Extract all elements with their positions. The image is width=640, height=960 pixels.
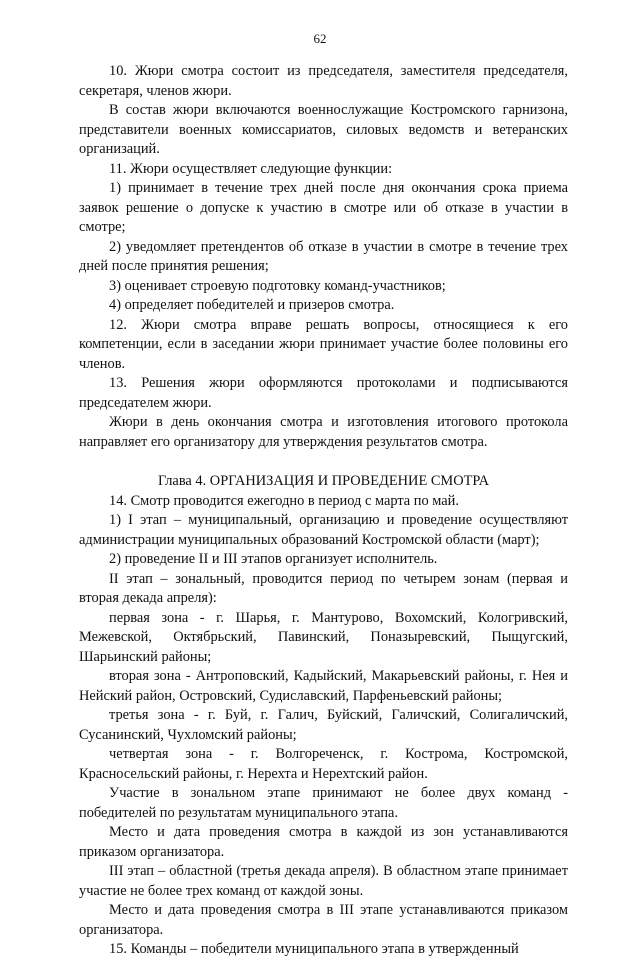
paragraph: 2) уведомляет претендентов об отказе в участии в смотре в течение трех дней после принятия решения;	[79, 238, 568, 274]
paragraph: 4) определяет победителей и призеров смотра.	[109, 297, 395, 313]
paragraph: 14. Смотр проводится ежегодно в период с марта по май.	[109, 492, 459, 509]
paragraph: III этап – областной (третья декада апреля). В областном этапе принимает участие не более трех команд от каждой зоны.	[79, 863, 568, 899]
paragraph: третья зона - г. Буй, г. Галич, Буйский, Галичский, Солигаличский, Сусанинский, Чухломский районы;	[79, 707, 568, 743]
paragraph: первая зона - г. Шарья, г. Мантурово, Вохомский, Кологривский, Межевской, Октябрьский, Павинский, Поназыревский, Пыщугский, Шарьинский районы;	[79, 609, 568, 665]
paragraph: 10. Жюри смотра состоит из председателя, заместителя председателя, секретаря, членов жюри.	[79, 63, 568, 99]
paragraph: 2) проведение II и III этапов организует исполнитель.	[109, 551, 438, 567]
paragraph: В состав жюри включаются военнослужащие Костромского гарнизона, представители военных комиссариатов, силовых ведомств и ветеранских организаций.	[79, 102, 568, 157]
document-body	[79, 62, 568, 960]
paragraph: 15. Команды – победители муниципального этапа в утвержденный	[109, 941, 519, 957]
page-number: 62	[313, 31, 327, 46]
paragraph: четвертая зона - г. Волгореченск, г. Кострома, Костромской, Красносельский районы, г. Нерехта и Нерехтский район.	[79, 746, 568, 782]
paragraph: Место и дата проведения смотра в каждой из зон устанавливаются приказом организатора.	[79, 824, 568, 860]
paragraph: Жюри в день окончания смотра и изготовления итогового протокола направляет его организатору для утверждения результатов смотра.	[79, 414, 568, 450]
paragraph: 11. Жюри осуществляет следующие функции:	[109, 160, 393, 177]
paragraph: Участие в зональном этапе принимают не более двух команд - победителей по результатам муниципального этапа.	[79, 785, 568, 821]
paragraph: 3) оценивает строевую подготовку команд-участников;	[109, 277, 446, 294]
paragraph: вторая зона - Антроповский, Кадыйский, Макарьевский районы, г. Нея и Нейский район, Островский, Судиславский, Парфеньевский районы;	[79, 668, 568, 704]
paragraph: 13. Решения жюри оформляются протоколами и подписываются председателем жюри.	[79, 375, 568, 411]
paragraph: Место и дата проведения смотра в III этапе устанавливаются приказом организатора.	[79, 902, 568, 938]
paragraph: II этап – зональный, проводится период по четырем зонам (первая и вторая декада апреля):	[79, 570, 568, 606]
paragraph: 1) I этап – муниципальный, организацию и проведение осуществляют администрации муниципальных образований Костромской области (март);	[79, 512, 568, 548]
paragraph: 1) принимает в течение трех дней после дня окончания срока приема заявок решение о допуске к участию в смотре или об отказе в участии в смотре;	[79, 180, 568, 235]
chapter-heading: Глава 4. ОРГАНИЗАЦИЯ И ПРОВЕДЕНИЕ СМОТРА	[158, 473, 489, 489]
paragraph: 12. Жюри смотра вправе решать вопросы, относящиеся к его компетенции, если в заседании жюри принимает участие более половины его членов.	[79, 316, 568, 372]
